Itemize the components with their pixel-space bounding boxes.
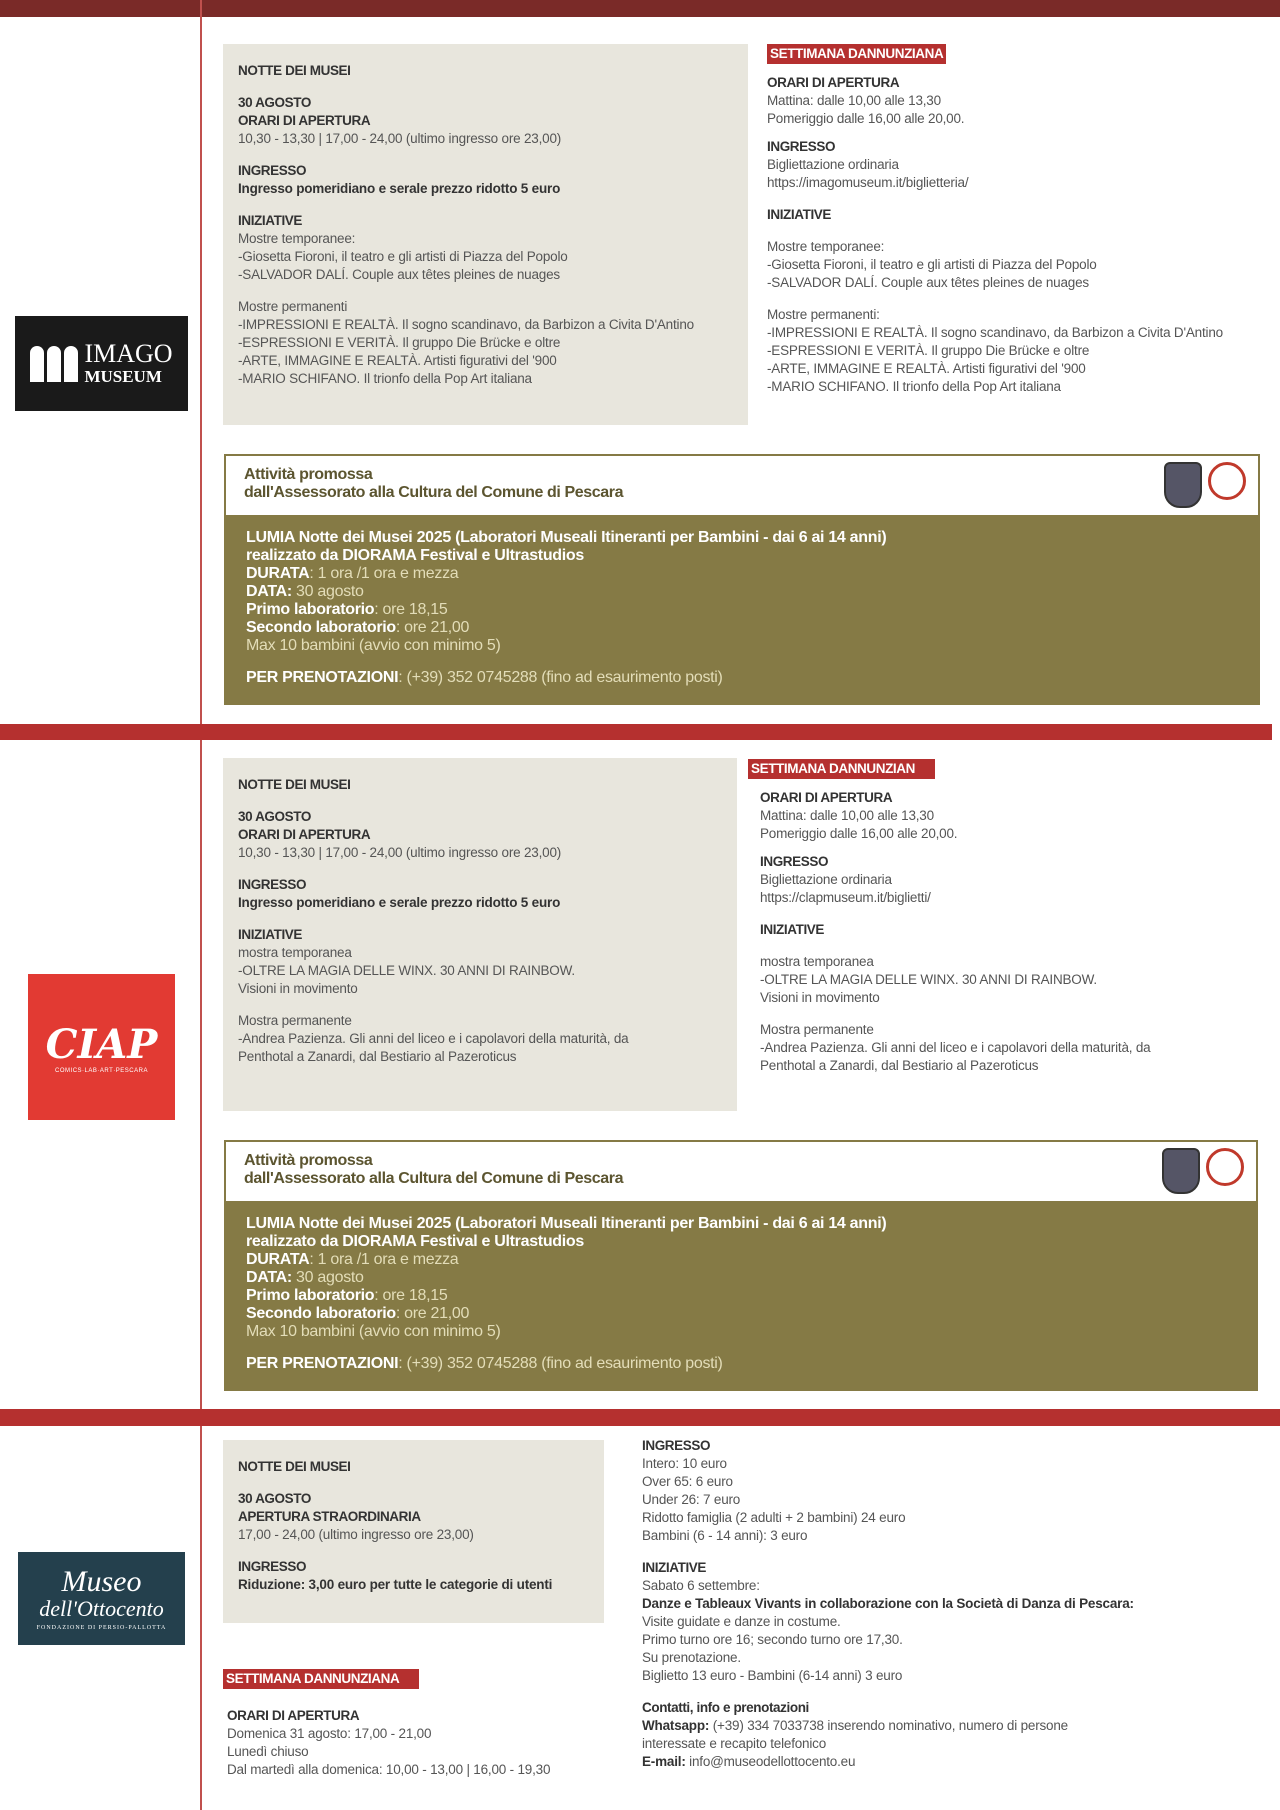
text: Su prenotazione. xyxy=(642,1650,741,1665)
heading: NOTTE DEI MUSEI xyxy=(238,777,351,792)
imago-settimana xyxy=(767,44,1277,396)
text: Sabato 6 settembre: xyxy=(642,1578,760,1593)
ticket-link[interactable]: https://clapmuseum.it/biglietti/ xyxy=(760,890,931,905)
promo-title: LUMIA Notte dei Musei 2025 (Laboratori Museali Itineranti per Bambini - dai 6 ai 14 anni) xyxy=(246,529,887,546)
label: Whatsapp: xyxy=(642,1718,710,1733)
list-item: -ARTE, IMMAGINE E REALTÀ. Artisti figurativi del '900 xyxy=(238,353,557,368)
logo-text: MUSEUM xyxy=(84,366,162,386)
price: Ingresso pomeridiano e serale prezzo ridotto 5 euro xyxy=(238,895,561,910)
value: 30 agosto xyxy=(291,583,364,600)
pescara-crest-icon xyxy=(1162,1148,1200,1194)
list-item: Penthotal a Zanardi, dal Bestiario al Pazeroticus xyxy=(238,1049,517,1064)
text: interessate e recapito telefonico xyxy=(642,1736,827,1751)
label: E-mail: xyxy=(642,1754,686,1769)
list-item: -MARIO SCHIFANO. Il trionfo della Pop Art italiana xyxy=(767,379,1061,394)
text: Bigliettazione ordinaria xyxy=(767,157,899,172)
promo-header: dall'Assessorato alla Cultura del Comune di Pescara xyxy=(244,484,624,501)
value: 30 agosto xyxy=(291,1269,364,1286)
heading: NOTTE DEI MUSEI xyxy=(238,1459,351,1474)
text: Domenica 31 agosto: 17,00 - 21,00 xyxy=(227,1726,432,1741)
promo-header: Attività promossa xyxy=(244,1152,373,1169)
list-item: Penthotal a Zanardi, dal Bestiario al Pazeroticus xyxy=(760,1058,1039,1073)
text: Mostre temporanee: xyxy=(767,239,885,254)
date: 30 AGOSTO xyxy=(238,809,311,824)
list-item: -OLTRE LA MAGIA DELLE WINX. 30 ANNI DI RAINBOW. xyxy=(760,972,1097,987)
hours: 10,30 - 13,30 | 17,00 - 24,00 (ultimo ingresso ore 23,00) xyxy=(238,845,562,860)
promo-header: dall'Assessorato alla Cultura del Comune di Pescara xyxy=(244,1170,624,1187)
dannunzio-seal-icon xyxy=(1208,462,1246,500)
heading: INIZIATIVE xyxy=(238,927,303,942)
settimana-badge: SETTIMANA DANNUNZIANA xyxy=(767,44,946,64)
text: Mostra permanente xyxy=(238,1013,352,1028)
price: Riduzione: 3,00 euro per tutte le categorie di utenti xyxy=(238,1577,553,1592)
price-item: Intero: 10 euro xyxy=(642,1456,727,1471)
price-item: Ridotto famiglia (2 adulti + 2 bambini) 24 euro xyxy=(642,1510,906,1525)
ciap-logo xyxy=(28,974,175,1120)
text: mostra temporanea xyxy=(760,954,874,969)
list-item: -ESPRESSIONI E VERITÀ. Il gruppo Die Brücke e oltre xyxy=(238,335,561,350)
promo-subtitle: realizzato da DIORAMA Festival e Ultrastudios xyxy=(246,1233,584,1250)
list-item: -MARIO SCHIFANO. Il trionfo della Pop Art italiana xyxy=(238,371,532,386)
list-item: -ARTE, IMMAGINE E REALTÀ. Artisti figurativi del '900 xyxy=(767,361,1086,376)
heading: INGRESSO xyxy=(238,163,307,178)
value: : ore 21,00 xyxy=(395,1305,470,1322)
heading: INGRESSO xyxy=(238,877,307,892)
pescara-crest-icon xyxy=(1164,462,1202,508)
hours: 17,00 - 24,00 (ultimo ingresso ore 23,00) xyxy=(238,1527,474,1542)
heading: ORARI DI APERTURA xyxy=(238,827,371,842)
imago-logo xyxy=(15,316,188,411)
value: : ore 18,15 xyxy=(374,1287,448,1304)
email-link[interactable]: info@museodellottocento.eu xyxy=(685,1754,856,1769)
date: 30 AGOSTO xyxy=(238,1491,311,1506)
ottocento-notte-box xyxy=(223,1440,604,1623)
label: PER PRENOTAZIONI xyxy=(246,669,399,686)
label: DATA: xyxy=(246,583,292,600)
list-item: Visioni in movimento xyxy=(238,981,358,996)
whatsapp-number: (+39) 334 7033738 inserendo nominativo, numero di persone xyxy=(709,1718,1068,1733)
settimana-badge: SETTIMANA DANNUNZIAN xyxy=(748,759,935,779)
text: Mostre permanenti xyxy=(238,299,348,314)
ticket-link[interactable]: https://imagomuseum.it/biglietteria/ xyxy=(767,175,969,190)
ciap-notte-box xyxy=(223,758,737,1111)
label: Secondo laboratorio xyxy=(246,1305,396,1322)
text: Biglietto 13 euro - Bambini (6-14 anni) 3 euro xyxy=(642,1668,903,1683)
heading: Contatti, info e prenotazioni xyxy=(642,1700,809,1715)
heading: ORARI DI APERTURA xyxy=(238,113,371,128)
top-bar xyxy=(0,0,1280,17)
list-item: -Andrea Pazienza. Gli anni del liceo e i capolavori della maturità, da xyxy=(760,1040,1151,1055)
logo-text: dell'Ottocento xyxy=(39,1595,164,1621)
promo-title: LUMIA Notte dei Musei 2025 (Laboratori Museali Itineranti per Bambini - dai 6 ai 14 anni) xyxy=(246,1215,887,1232)
heading: INGRESSO xyxy=(767,139,836,154)
text: Primo turno ore 16; secondo turno ore 17,30. xyxy=(642,1632,903,1647)
price-item: Bambini (6 - 14 anni): 3 euro xyxy=(642,1528,808,1543)
price-item: Under 26: 7 euro xyxy=(642,1492,741,1507)
logo-text: COMICS·LAB·ART·PESCARA xyxy=(55,1067,148,1074)
list-item: -Giosetta Fioroni, il teatro e gli artisti di Piazza del Popolo xyxy=(767,257,1097,272)
text: Pomeriggio dalle 16,00 alle 20,00. xyxy=(767,111,965,126)
logo-text: CIAP xyxy=(45,1020,158,1068)
label: DURATA xyxy=(246,565,310,582)
list-item: Visioni in movimento xyxy=(760,990,880,1005)
section-bar xyxy=(0,1409,1280,1426)
ottocento-settimana xyxy=(223,1669,623,1779)
heading: INGRESSO xyxy=(642,1438,711,1453)
text: Mattina: dalle 10,00 alle 13,30 xyxy=(760,808,934,823)
hours: 10,30 - 13,30 | 17,00 - 24,00 (ultimo ingresso ore 23,00) xyxy=(238,131,562,146)
value: : 1 ora /1 ora e mezza xyxy=(309,565,459,582)
text: Mostre temporanee: xyxy=(238,231,356,246)
label: Primo laboratorio xyxy=(246,601,375,618)
list-item: -IMPRESSIONI E REALTÀ. Il sogno scandinavo, da Barbizon a Civita D'Antino xyxy=(238,317,694,332)
text: Mattina: dalle 10,00 alle 13,30 xyxy=(767,93,941,108)
value: : 1 ora /1 ora e mezza xyxy=(309,1251,459,1268)
date: 30 AGOSTO xyxy=(238,95,311,110)
label: DATA: xyxy=(246,1269,292,1286)
heading: ORARI DI APERTURA xyxy=(767,75,900,90)
label: DURATA xyxy=(246,1251,310,1268)
text: Pomeriggio dalle 16,00 alle 20,00. xyxy=(760,826,958,841)
list-item: -Giosetta Fioroni, il teatro e gli artisti di Piazza del Popolo xyxy=(238,249,568,264)
list-item: -IMPRESSIONI E REALTÀ. Il sogno scandinavo, da Barbizon a Civita D'Antino xyxy=(767,325,1223,340)
price: Ingresso pomeridiano e serale prezzo ridotto 5 euro xyxy=(238,181,561,196)
list-item: -OLTRE LA MAGIA DELLE WINX. 30 ANNI DI RAINBOW. xyxy=(238,963,575,978)
text: Visite guidate e danze in costume. xyxy=(642,1614,841,1629)
booking-phone: : (+39) 352 0745288 (fino ad esaurimento posti) xyxy=(398,669,723,686)
promo-header: Attività promossa xyxy=(244,466,373,483)
dannunzio-seal-icon xyxy=(1206,1148,1244,1186)
value: Max 10 bambini (avvio con minimo 5) xyxy=(246,1323,501,1340)
label: PER PRENOTAZIONI xyxy=(246,1355,399,1372)
heading: INIZIATIVE xyxy=(642,1560,707,1575)
promo-box xyxy=(224,454,1260,705)
ottocento-info xyxy=(642,1437,1272,1771)
text: mostra temporanea xyxy=(238,945,352,960)
heading: INIZIATIVE xyxy=(767,207,832,222)
heading: INIZIATIVE xyxy=(760,922,825,937)
text: Lunedì chiuso xyxy=(227,1744,309,1759)
heading: APERTURA STRAORDINARIA xyxy=(238,1509,421,1524)
event-title: Danze e Tableaux Vivants in collaborazione con la Società di Danza di Pescara: xyxy=(642,1596,1134,1611)
list-item: -ESPRESSIONI E VERITÀ. Il gruppo Die Brücke e oltre xyxy=(767,343,1090,358)
heading: INGRESSO xyxy=(760,854,829,869)
logo-text: IMAGO xyxy=(84,338,173,368)
section-bar xyxy=(0,724,1272,740)
list-item: -Andrea Pazienza. Gli anni del liceo e i capolavori della maturità, da xyxy=(238,1031,629,1046)
promo-box xyxy=(224,1140,1258,1391)
heading: INGRESSO xyxy=(238,1559,307,1574)
heading: NOTTE DEI MUSEI xyxy=(238,63,351,78)
divider-line xyxy=(200,0,202,1810)
value: : ore 21,00 xyxy=(395,619,470,636)
booking-phone: : (+39) 352 0745288 (fino ad esaurimento posti) xyxy=(398,1355,723,1372)
list-item: -SALVADOR DALÍ. Couple aux têtes pleines de nuages xyxy=(767,275,1089,290)
text: Mostra permanente xyxy=(760,1022,874,1037)
price-item: Over 65: 6 euro xyxy=(642,1474,733,1489)
text: Bigliettazione ordinaria xyxy=(760,872,892,887)
label: Primo laboratorio xyxy=(246,1287,375,1304)
imago-notte-box xyxy=(223,44,748,425)
text: Mostre permanenti: xyxy=(767,307,880,322)
text: Dal martedì alla domenica: 10,00 - 13,00 | 16,00 - 19,30 xyxy=(227,1762,551,1777)
value: Max 10 bambini (avvio con minimo 5) xyxy=(246,637,501,654)
ciap-settimana xyxy=(748,759,1268,1075)
logo-text: Museo xyxy=(61,1564,142,1598)
label: Secondo laboratorio xyxy=(246,619,396,636)
heading: INIZIATIVE xyxy=(238,213,303,228)
heading: ORARI DI APERTURA xyxy=(760,790,893,805)
promo-subtitle: realizzato da DIORAMA Festival e Ultrastudios xyxy=(246,547,584,564)
list-item: -SALVADOR DALÍ. Couple aux têtes pleines de nuages xyxy=(238,267,560,282)
heading: ORARI DI APERTURA xyxy=(227,1708,360,1723)
settimana-badge: SETTIMANA DANNUNZIANA xyxy=(223,1669,419,1689)
logo-text: FONDAZIONE DI PERSIO-PALLOTTA xyxy=(36,1624,167,1631)
value: : ore 18,15 xyxy=(374,601,448,618)
ottocento-logo xyxy=(18,1552,185,1645)
